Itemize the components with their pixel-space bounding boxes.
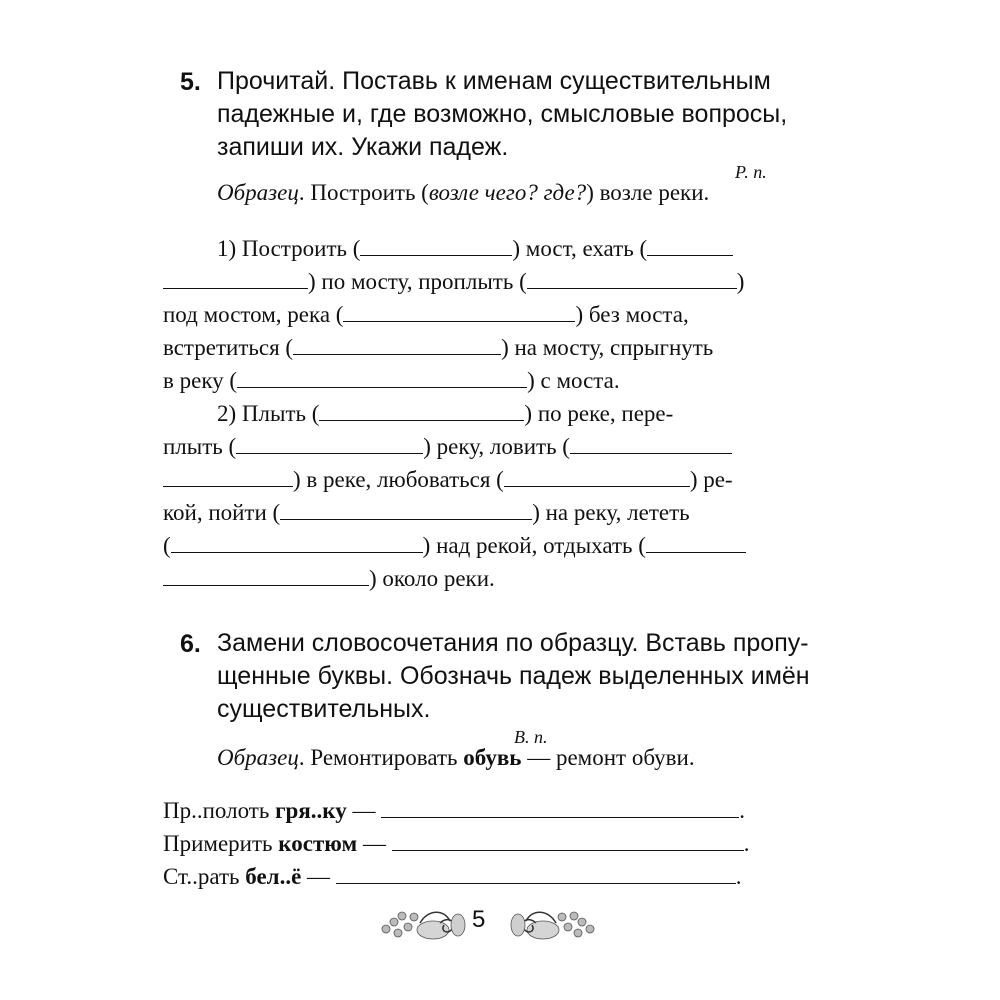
sample-questions: возле чего? где? <box>428 180 587 205</box>
floral-ornament-icon <box>378 903 468 943</box>
sample-line: Образец. Построить (возле чего? где?) возле реки. <box>217 180 710 205</box>
answer-blank[interactable] <box>647 233 733 256</box>
answer-blank[interactable] <box>381 795 739 818</box>
answer-blank[interactable] <box>163 464 293 487</box>
answer-blank[interactable] <box>236 431 423 454</box>
answer-blank[interactable] <box>504 464 690 487</box>
sample-noun: обувь <box>463 745 522 770</box>
highlighted-noun: костюм <box>278 831 358 856</box>
answer-blank[interactable] <box>319 398 524 421</box>
case-label: Р. п. <box>735 162 767 182</box>
exercise-line: плыть ( ) реку, ловить ( <box>163 431 732 460</box>
answer-blank[interactable] <box>163 563 369 586</box>
sample-label: Образец <box>217 180 299 205</box>
exercise-row: Примерить костюм — . <box>163 828 749 857</box>
highlighted-noun: гря..ку <box>275 798 347 823</box>
exercise-row: Ст..рать бел..ё — . <box>163 861 742 890</box>
floral-ornament-icon <box>508 903 598 943</box>
instruction-line: щенные буквы. Обозначь падеж выделенных имён <box>217 662 810 690</box>
exercise-line: 1) Построить ( ) мост, ехать ( <box>217 233 733 262</box>
answer-blank[interactable] <box>163 266 308 289</box>
answer-blank[interactable] <box>237 365 527 388</box>
answer-blank[interactable] <box>360 233 512 256</box>
answer-blank[interactable] <box>392 828 744 851</box>
exercise-line: 2) Плыть ( ) по реке, пере- <box>217 398 673 427</box>
instruction-line: падежные и, где возможно, смысловые вопросы, <box>217 100 788 128</box>
answer-blank[interactable] <box>343 299 575 322</box>
highlighted-noun: бел..ё <box>245 864 302 889</box>
instruction-line: Прочитай. Поставь к именам существительным <box>217 67 771 95</box>
exercise-line: под мостом, река ( ) без моста, <box>163 299 689 328</box>
exercise-row: Пр..полоть гря..ку — . <box>163 795 745 824</box>
exercise-6-instruction <box>217 627 810 726</box>
exercise-line: ) около реки. <box>163 563 495 592</box>
answer-blank[interactable] <box>336 861 736 884</box>
exercise-line: в реку ( ) с моста. <box>163 365 620 394</box>
exercise-line: ) по мосту, проплыть ( ) <box>163 266 744 295</box>
exercise-6-number: 6. <box>180 630 201 658</box>
instruction-line: Замени словосочетания по образцу. Вставь пропу- <box>217 629 809 657</box>
exercise-5-number: 5. <box>180 68 201 96</box>
sample-label: Образец <box>217 745 299 770</box>
exercise-line: ) в реке, любоваться ( ) ре- <box>163 464 733 493</box>
answer-blank[interactable] <box>293 332 501 355</box>
answer-blank[interactable] <box>570 431 732 454</box>
exercise-5-instruction <box>217 65 787 164</box>
answer-blank[interactable] <box>646 530 746 553</box>
answer-blank[interactable] <box>280 497 532 520</box>
instruction-line: запиши их. Укажи падеж. <box>217 133 509 161</box>
answer-blank[interactable] <box>171 530 423 553</box>
sample-line: Образец. Ремонтировать обувь — ремонт обуви. <box>217 745 695 770</box>
answer-blank[interactable] <box>527 266 737 289</box>
page-number: 5 <box>472 906 486 933</box>
case-label: В. п. <box>514 727 548 747</box>
instruction-line: существительных. <box>217 695 431 723</box>
exercise-line: кой, пойти ( ) на реку, лететь <box>163 497 690 526</box>
exercise-line: ( ) над рекой, отдыхать ( <box>163 530 746 559</box>
exercise-line: встретиться ( ) на мосту, спрыгнуть <box>163 332 713 361</box>
